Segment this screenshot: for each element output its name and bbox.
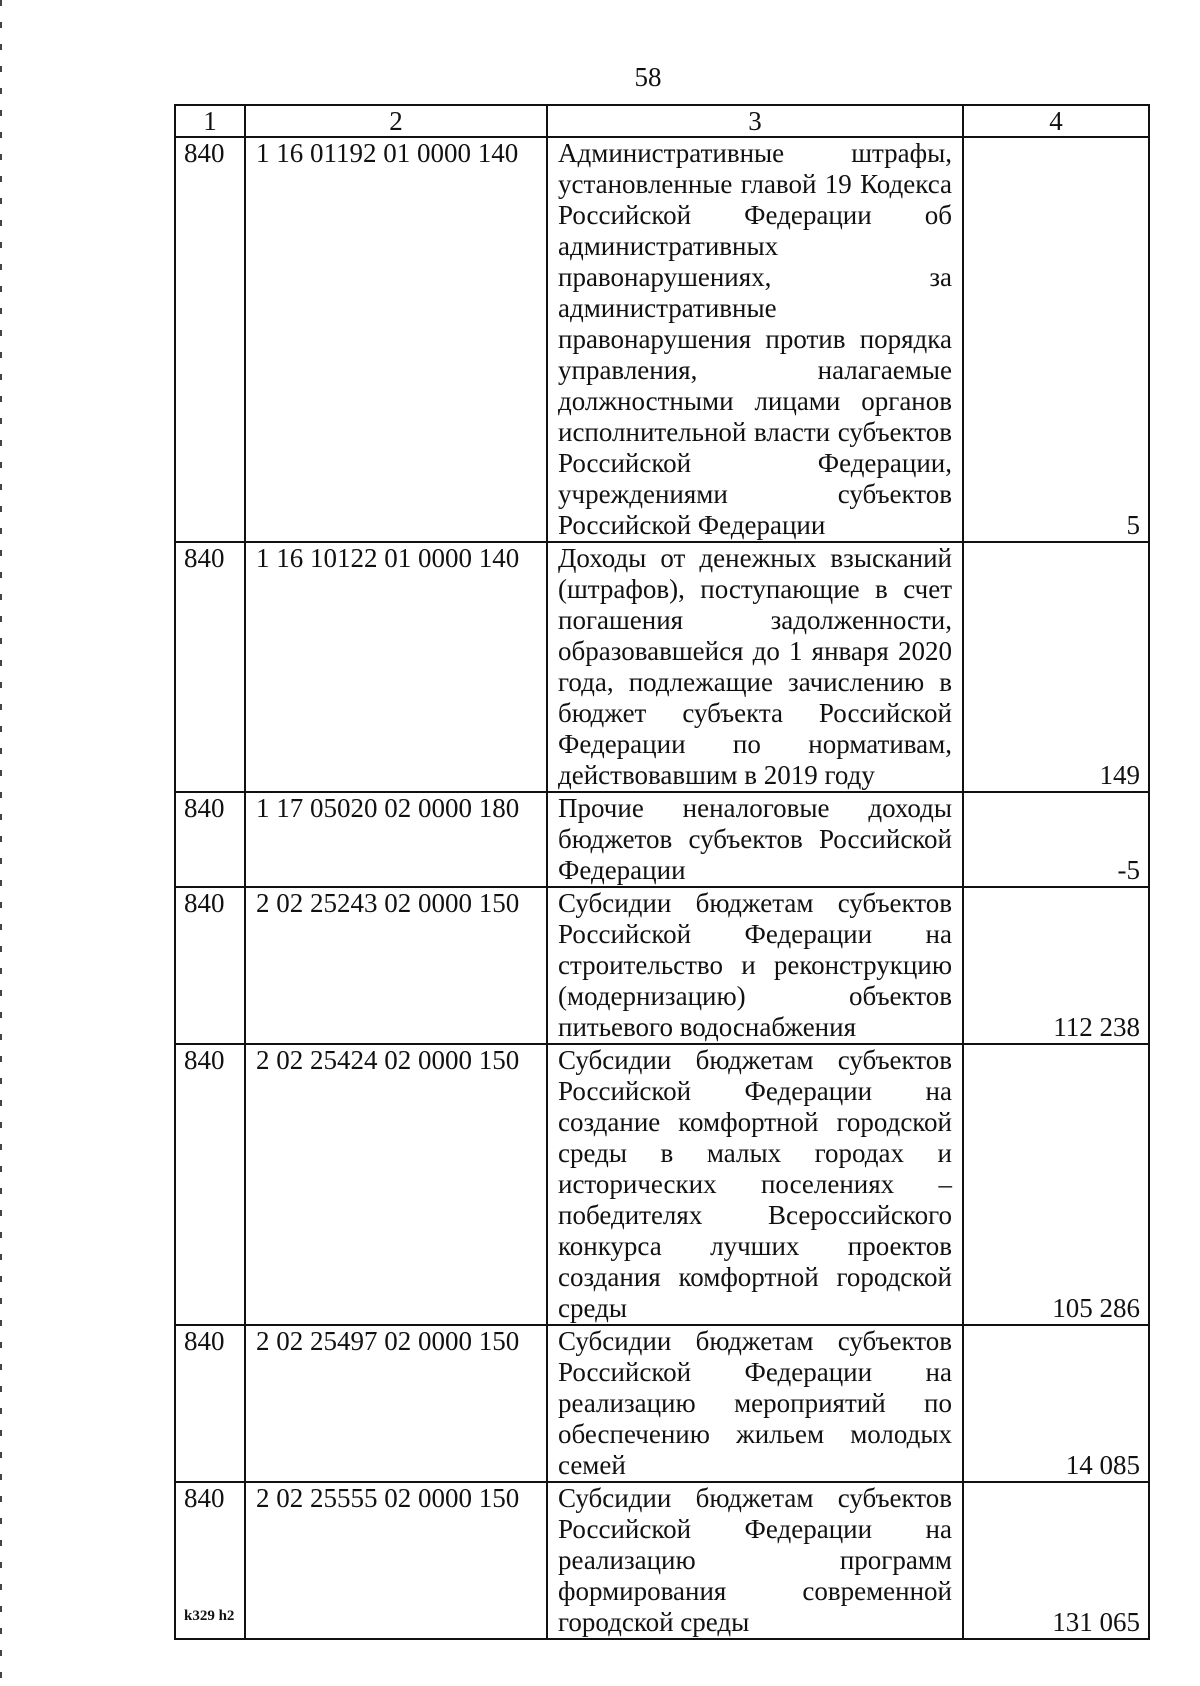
amount-cell: 5 bbox=[963, 137, 1149, 542]
table-row bbox=[175, 542, 1149, 792]
description-cell: Доходы от денежных взысканий (штрафов), поступающие в счет погашения задолженности, образовавшейся до 1 января 2020 года, подлежащие зачислению в бюджет субъекта Российской Федерации по нормативам, действовавшим в 2019 году bbox=[547, 542, 963, 792]
budget-code-cell: 2 02 25424 02 0000 150 bbox=[245, 1044, 547, 1325]
budget-code-cell: 1 17 05020 02 0000 180 bbox=[245, 792, 547, 887]
column-header-4: 4 bbox=[963, 105, 1149, 137]
column-header-2: 2 bbox=[245, 105, 547, 137]
admin-code-cell: 840 bbox=[175, 887, 245, 1044]
amount-cell: 131 065 bbox=[963, 1482, 1149, 1639]
amount-cell: 14 085 bbox=[963, 1325, 1149, 1482]
description-cell: Субсидии бюджетам субъектов Российской Федерации на реализацию программ формирования современной городской среды bbox=[547, 1482, 963, 1639]
table-row bbox=[175, 792, 1149, 887]
table-row bbox=[175, 1044, 1149, 1325]
table-row bbox=[175, 1325, 1149, 1482]
document-code: k329 h2 bbox=[184, 1608, 235, 1624]
amount-cell: 105 286 bbox=[963, 1044, 1149, 1325]
budget-code-cell: 1 16 10122 01 0000 140 bbox=[245, 542, 547, 792]
budget-code-cell: 2 02 25497 02 0000 150 bbox=[245, 1325, 547, 1482]
budget-code-cell: 2 02 25243 02 0000 150 bbox=[245, 887, 547, 1044]
admin-code-cell: 840 bbox=[175, 1044, 245, 1325]
revenue-table bbox=[174, 104, 1150, 1640]
admin-code-cell: 840 bbox=[175, 792, 245, 887]
description-cell: Административные штрафы, установленные главой 19 Кодекса Российской Федерации об административных правонарушениях, за административные правонарушения против порядка управления, налагаемые должностными лицами органов исполнительной власти субъектов Российской Федерации, учреждениями субъектов Российской Федерации bbox=[547, 137, 963, 542]
table-row bbox=[175, 137, 1149, 542]
page-number: 58 bbox=[634, 62, 662, 92]
amount-cell: 149 bbox=[963, 542, 1149, 792]
budget-code-cell: 1 16 01192 01 0000 140 bbox=[245, 137, 547, 542]
amount-cell: 112 238 bbox=[963, 887, 1149, 1044]
admin-code-cell: 840 bbox=[175, 542, 245, 792]
table-row bbox=[175, 887, 1149, 1044]
budget-code-cell: 2 02 25555 02 0000 150 bbox=[245, 1482, 547, 1639]
table-header-row bbox=[175, 105, 1149, 137]
amount-cell: -5 bbox=[963, 792, 1149, 887]
description-cell: Субсидии бюджетам субъектов Российской Федерации на реализацию мероприятий по обеспечению жильем молодых семей bbox=[547, 1325, 963, 1482]
column-header-3: 3 bbox=[547, 105, 963, 137]
description-cell: Субсидии бюджетам субъектов Российской Федерации на создание комфортной городской среды в малых городах и исторических поселениях – победителях Всероссийского конкурса лучших проектов создания комфортной городской среды bbox=[547, 1044, 963, 1325]
admin-code-cell: 840 bbox=[175, 137, 245, 542]
admin-code-cell: 840 bbox=[175, 1482, 245, 1639]
column-header-1: 1 bbox=[175, 105, 245, 137]
scan-edge-marks bbox=[0, 0, 2, 1686]
admin-code-cell: 840 bbox=[175, 1325, 245, 1482]
table-row bbox=[175, 1482, 1149, 1639]
description-cell: Прочие неналоговые доходы бюджетов субъектов Российской Федерации bbox=[547, 792, 963, 887]
description-cell: Субсидии бюджетам субъектов Российской Федерации на строительство и реконструкцию (модернизацию) объектов питьевого водоснабжения bbox=[547, 887, 963, 1044]
